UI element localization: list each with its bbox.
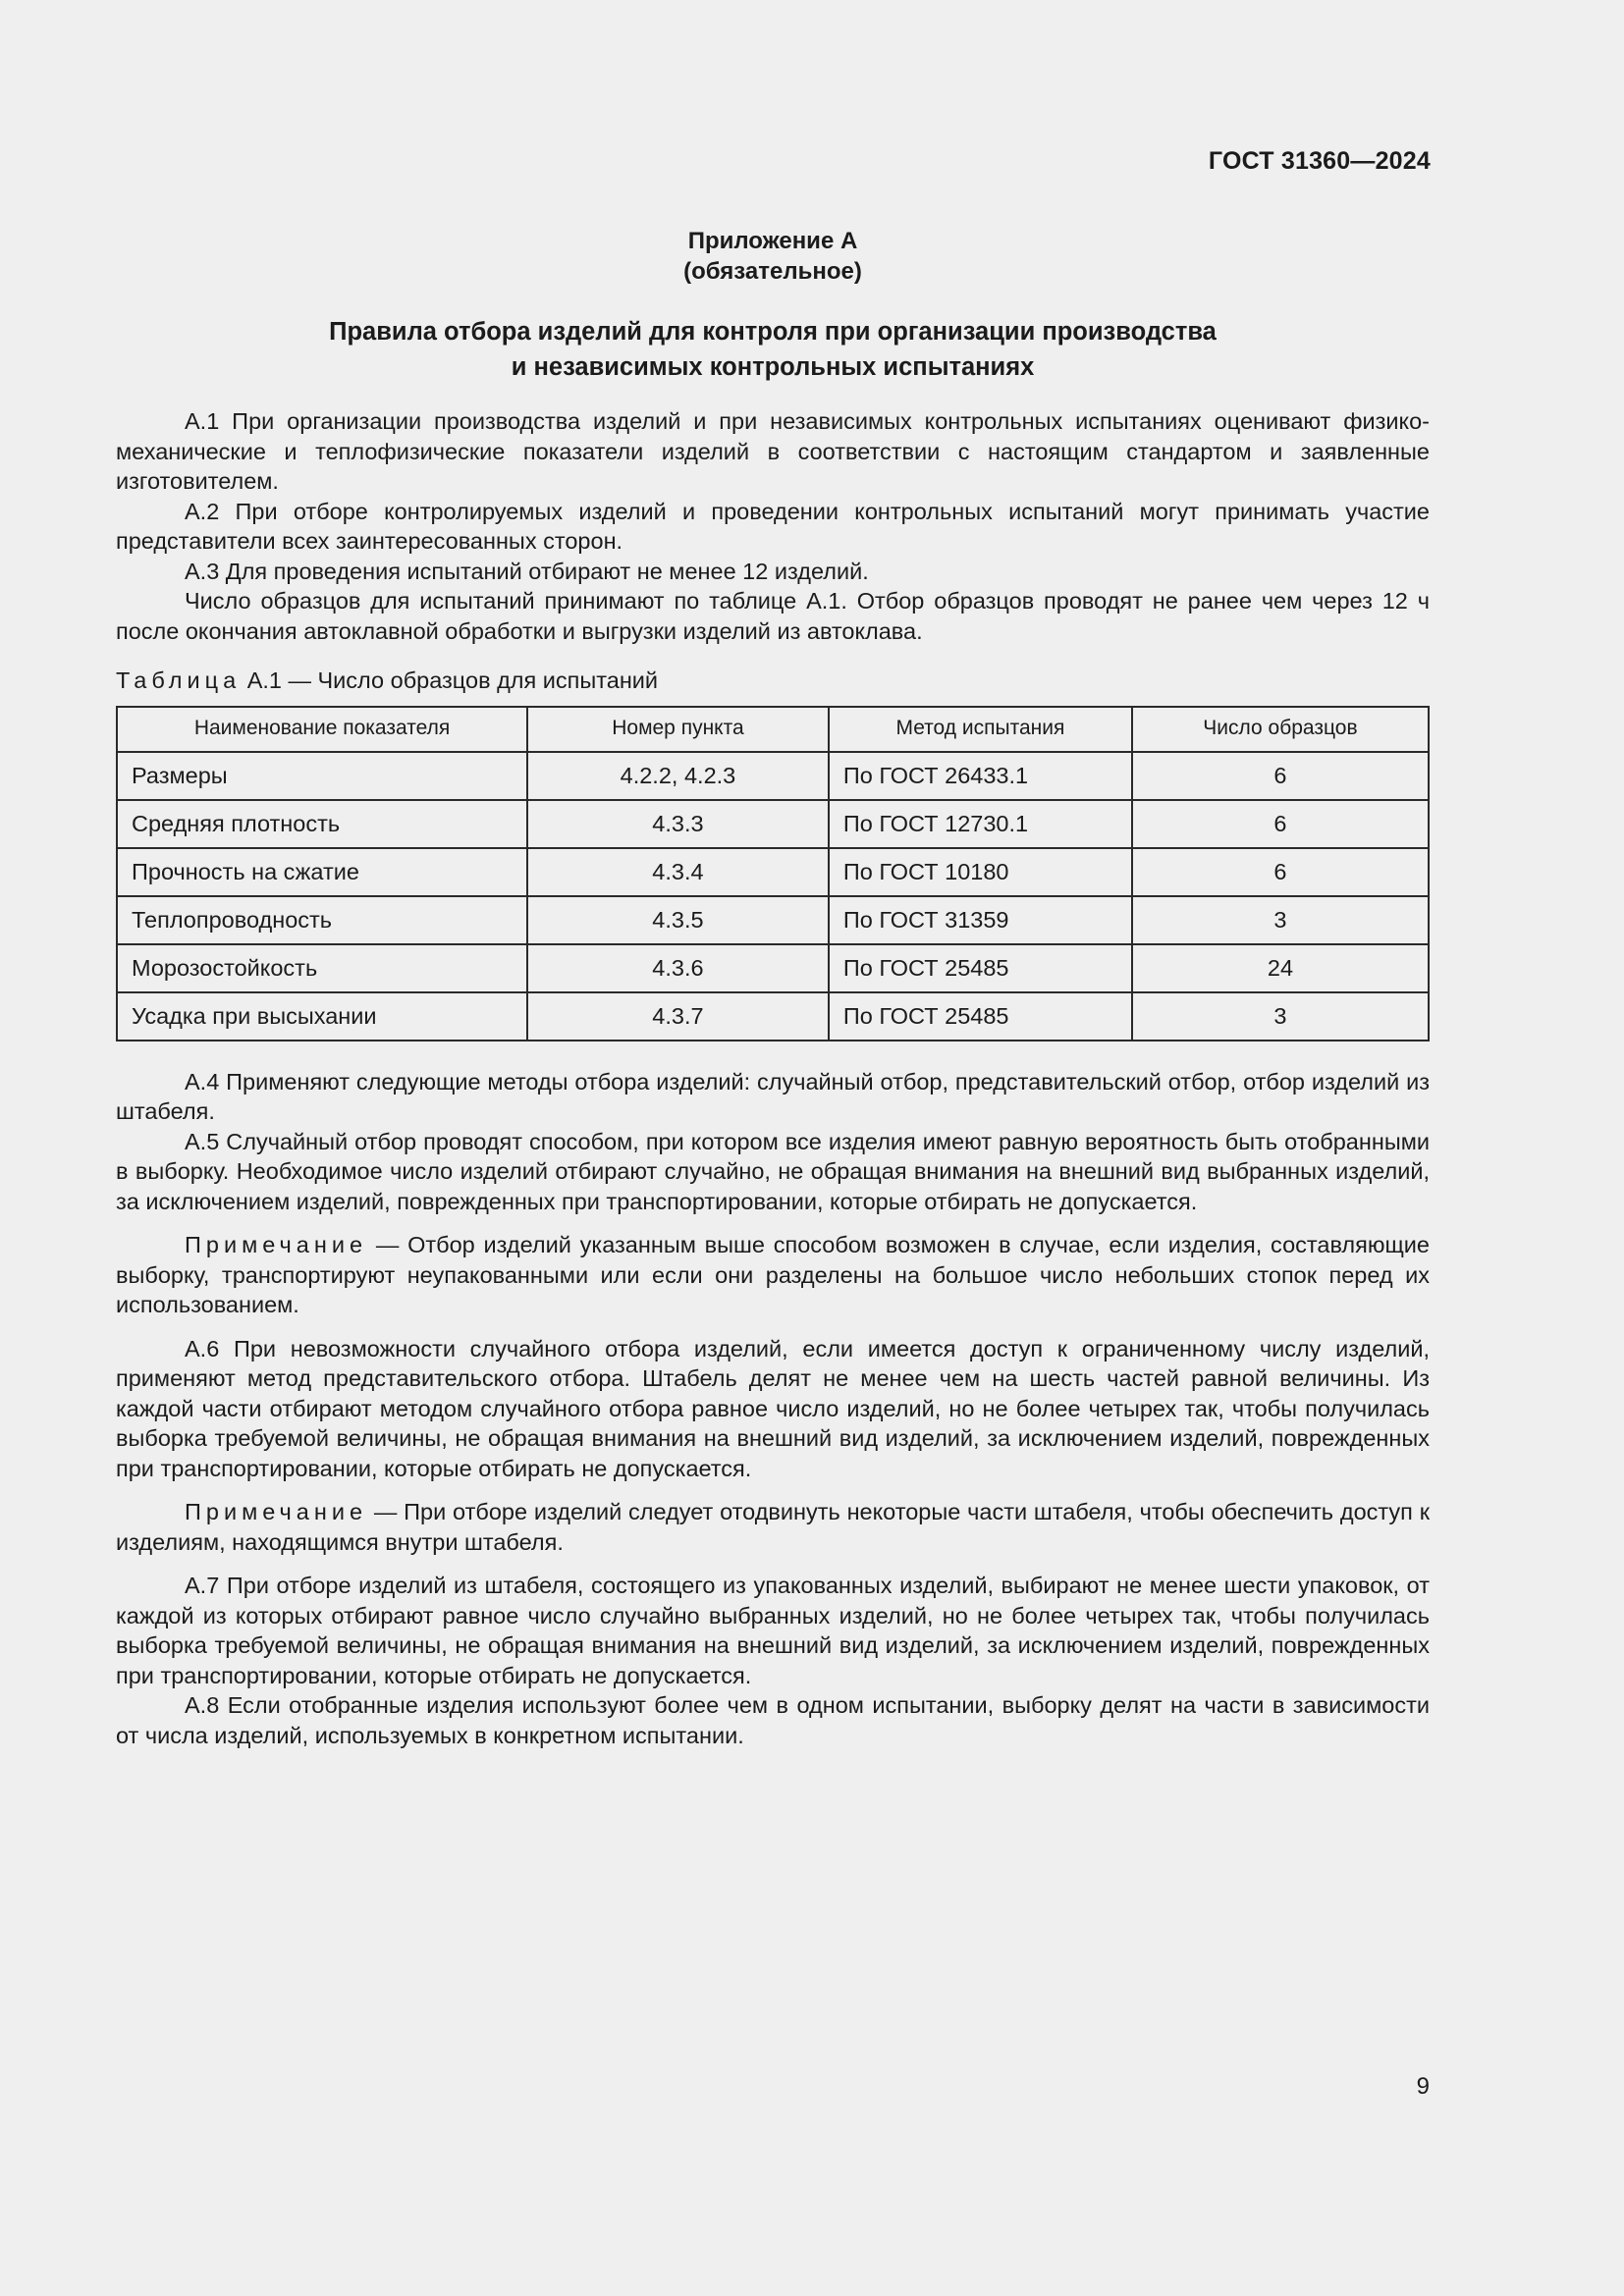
cell-sample-count: 6 — [1132, 848, 1429, 896]
table-row — [117, 848, 1429, 896]
table-row — [117, 752, 1429, 800]
note-2 — [116, 1497, 1430, 1557]
cell-indicator: Морозостойкость — [117, 944, 527, 992]
table-row — [117, 896, 1429, 944]
appendix-heading — [116, 226, 1430, 287]
note-label: Примечание — [185, 1232, 368, 1257]
appendix-title — [116, 314, 1430, 385]
paragraph-a2: А.2 При отборе контролируемых изделий и проведении контрольных испытаний могут принимать участие представители всех заинтересованных сторон. — [116, 498, 1430, 554]
table-row — [117, 944, 1429, 992]
document-code: ГОСТ 31360—2024 — [1208, 147, 1431, 175]
cell-sample-count: 6 — [1132, 800, 1429, 848]
cell-method: По ГОСТ 26433.1 — [829, 752, 1132, 800]
table-row — [117, 800, 1429, 848]
cell-clause: 4.3.3 — [527, 800, 829, 848]
cell-indicator: Размеры — [117, 752, 527, 800]
table-caption-text: А.1 — Число образцов для испытаний — [246, 667, 659, 693]
paragraph-a7: А.7 При отборе изделий из штабеля, состоящего из упакованных изделий, выбирают не менее шести упаковок, от каждой из которых отбирают равное число случайно выбранных изделий, но не более четырех так, чтобы получилась выборка требуемой величины, не обращая внимания на внешний вид изделий, за исключением изделий, поврежденных при транспортировании, которые отбирать не допускается. — [116, 1573, 1430, 1688]
cell-clause: 4.3.7 — [527, 992, 829, 1041]
cell-clause: 4.2.2, 4.2.3 — [527, 752, 829, 800]
cell-indicator: Усадка при высыхании — [117, 992, 527, 1041]
paragraph-a4: А.4 Применяют следующие методы отбора изделий: случайный отбор, представительский отбор, отбор изделий из штабеля. — [116, 1068, 1430, 1124]
paragraph-a8: А.8 Если отобранные изделия используют более чем в одном испытании, выборку делят на части в зависимости от числа изделий, используемых в конкретном испытании. — [116, 1692, 1430, 1748]
header-indicator: Наименование показателя — [117, 707, 527, 752]
cell-method: По ГОСТ 25485 — [829, 944, 1132, 992]
cell-indicator: Прочность на сжатие — [117, 848, 527, 896]
table-header-row — [117, 707, 1429, 752]
table-caption — [116, 666, 1430, 696]
appendix-status: (обязательное) — [683, 258, 862, 285]
cell-sample-count: 6 — [1132, 752, 1429, 800]
cell-method: По ГОСТ 12730.1 — [829, 800, 1132, 848]
paragraph-a3: А.3 Для проведения испытаний отбирают не менее 12 изделий. — [185, 558, 869, 584]
page-content — [116, 226, 1430, 1750]
header-sample-count: Число образцов — [1132, 707, 1429, 752]
samples-table — [116, 706, 1430, 1041]
paragraph-samples: Число образцов для испытаний принимают по таблице А.1. Отбор образцов проводят не ранее чем через 12 ч после окончания автоклавной обработки и выгрузки изделий из автоклава. — [116, 588, 1430, 644]
cell-clause: 4.3.4 — [527, 848, 829, 896]
note-2-text: — При отборе изделий следует отодвинуть некоторые части штабеля, чтобы обеспечить доступ к изделиям, находящимся внутри штабеля. — [116, 1499, 1430, 1555]
cell-indicator: Средняя плотность — [117, 800, 527, 848]
paragraph-a6: А.6 При невозможности случайного отбора изделий, если имеется доступ к ограниченному числу изделий, применяют метод представительского отбора. Штабель делят не менее чем на шесть частей равной величины. Из каждой части отбирают методом случайного отбора равное число изделий, но не более четырех так, чтобы получилась выборка требуемой величины, не обращая внимания на внешний вид изделий, за исключением изделий, поврежденных при транспортировании, которые отбирать не допускается. — [116, 1335, 1430, 1481]
cell-clause: 4.3.5 — [527, 896, 829, 944]
note-label: Примечание — [185, 1499, 368, 1524]
cell-method: По ГОСТ 10180 — [829, 848, 1132, 896]
note-1-text: — Отбор изделий указанным выше способом возможен в случае, если изделия, составляющие выборку, транспортируют неупакованными или если они разделены на большое число небольших стопок перед их использованием. — [116, 1232, 1430, 1317]
paragraph-a1: А.1 При организации производства изделий и при независимых контрольных испытаниях оценивают физико-механические и теплофизические показатели изделий в соответствии с настоящим стандартом и заявленные изготовителем. — [116, 408, 1430, 494]
page-number: 9 — [1416, 2073, 1430, 2100]
paragraph-a5: А.5 Случайный отбор проводят способом, при котором все изделия имеют равную вероятность быть отобранными в выборку. Необходимое число изделий отбирают случайно, не обращая внимания на внешний вид выбранных изделий, за исключением изделий, поврежденных при транспортировании, которые отбирать не допускается. — [116, 1128, 1430, 1214]
appendix-label: Приложение А — [687, 228, 858, 254]
cell-method: По ГОСТ 25485 — [829, 992, 1132, 1041]
table-row — [117, 992, 1429, 1041]
cell-sample-count: 3 — [1132, 896, 1429, 944]
cell-method: По ГОСТ 31359 — [829, 896, 1132, 944]
cell-sample-count: 24 — [1132, 944, 1429, 992]
header-clause: Номер пункта — [527, 707, 829, 752]
cell-indicator: Теплопроводность — [117, 896, 527, 944]
appendix-title-line-2: и независимых контрольных испытаниях — [511, 353, 1035, 381]
cell-clause: 4.3.6 — [527, 944, 829, 992]
note-1 — [116, 1230, 1430, 1320]
header-method: Метод испытания — [829, 707, 1132, 752]
cell-sample-count: 3 — [1132, 992, 1429, 1041]
appendix-title-line-1: Правила отбора изделий для контроля при организации производства — [329, 318, 1217, 346]
table-caption-label: Таблица — [116, 667, 242, 693]
